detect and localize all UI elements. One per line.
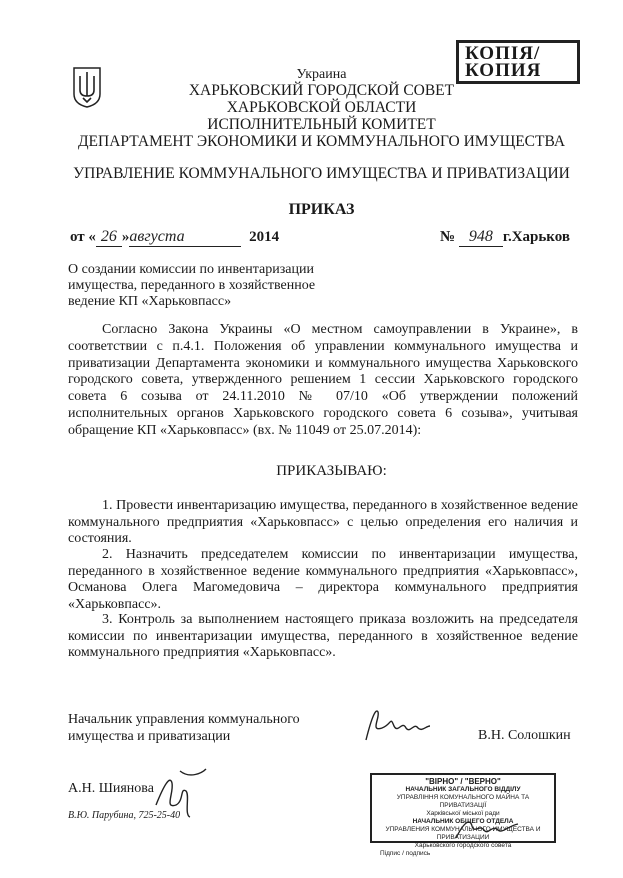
date-separator: » [121,229,130,245]
cert-stamp-line-2: НАЧАЛЬНИК ЗАГАЛЬНОГО ВІДДІЛУ [405,786,521,793]
signatory-name: В.Н. Солошкин [478,728,571,743]
signatory-position-line-2: имущества и приватизации [68,729,231,744]
order-item-3: 3. Контроль за выполнением настоящего приказа возложить на председателя комиссии по инвентаризации имущества, переданного в хозяйственное ведение коммунального предприятия «Харьковпасс». [68,612,578,660]
executor-info: В.Ю. Парубина, 725-25-40 [68,810,181,821]
date-day: 26 [96,228,122,247]
document-title: ПРИКАЗ [288,201,355,218]
cert-stamp-line-5: НАЧАЛЬНИК ОБЩЕГО ОТДЕЛА [412,818,514,825]
cert-stamp-line-8: Підпис / подпись [380,850,431,857]
header-executive-committee: ИСПОЛНИТЕЛЬНЫЙ КОМИТЕТ [207,116,436,133]
header-directorate: УПРАВЛЕНИЕ КОММУНАЛЬНОГО ИМУЩЕСТВА И ПРИВАТИЗАЦИИ [73,165,570,182]
header-region: ХАРЬКОВСКОЙ ОБЛАСТИ [226,99,417,116]
director-signature [362,706,432,744]
cert-stamp-line-7: Харьковского городского совета [414,842,512,849]
order-item-1: 1. Провести инвентаризацию имущества, переданного в хозяйственное ведение коммунального предприятия «Харьковпасс» с целью определения его наличия и состояния. [68,498,578,546]
date-month: августа [129,228,241,247]
header-department: ДЕПАРТАМЕНТ ЭКОНОМИКИ И КОММУНАЛЬНОГО ИМУЩЕСТВА [77,133,566,150]
header-city-council: ХАРЬКОВСКИЙ ГОРОДСКОЙ СОВЕТ [188,82,455,99]
order-word: ПРИКАЗЫВАЮ: [276,463,387,479]
cert-stamp-line-1: "ВІРНО" / "ВЕРНО" [425,777,501,786]
date-prefix: от « [70,229,96,245]
cert-stamp-line-6: УПРАВЛЕНИЯ КОММУНАЛЬНОГО ИМУЩЕСТВА И ПРИВАТИЗАЦИИ [385,826,541,841]
signatory-position [68,711,300,745]
date-year: 2014 [249,229,280,245]
preamble: Согласно Закона Украины «О местном самоуправлении в Украине», в соответствии с п.4.1. Положения об управлении коммунального имущества и приватизации Департамента экономики и коммунального имущества Харьковского городского совета, утвержденного решением 1 сессии Харьковского городского совета 6 созыва от 24.11.2010 № 07/10 «Об утверждении положений исполнительных органов Харьковского городского совета 6 созыва», учитывая обращение КП «Харьковпасс» (вх. № 11049 от 25.07.2014): [68,322,578,438]
copy-stamp-line-2: КОПИЯ [465,60,542,81]
signatory-position-line-1: Начальник управления коммунального [68,712,300,727]
order-number: 948 [459,228,503,247]
header-country: Украина [296,67,347,82]
approver-name: А.Н. Шиянова [68,781,154,796]
copy-stamp-line-1: КОПІЯ/ [465,43,541,64]
city: г.Харьков [502,229,570,245]
order-item-2: 2. Назначить председателем комиссии по инвентаризации имущества, переданного в хозяйственное ведение коммунального предприятия «Харьковпасс», Османова Олега Магомедовича – директора коммунального предприятия «Харьковпасс». [68,547,578,612]
order-number-line [440,228,570,247]
cert-stamp-line-3: УПРАВЛІННЯ КОМУНАЛЬНОГО МАЙНА ТА ПРИВАТИЗАЦІЇ [396,794,530,809]
number-prefix: № [440,229,456,245]
cert-signature [452,812,522,846]
subject: О создании комиссии по инвентаризации имущества, переданного в хозяйственное ведение КП «Харьковпасс» [68,262,316,309]
cert-stamp-line-4: Харківської міської ради [426,810,500,817]
